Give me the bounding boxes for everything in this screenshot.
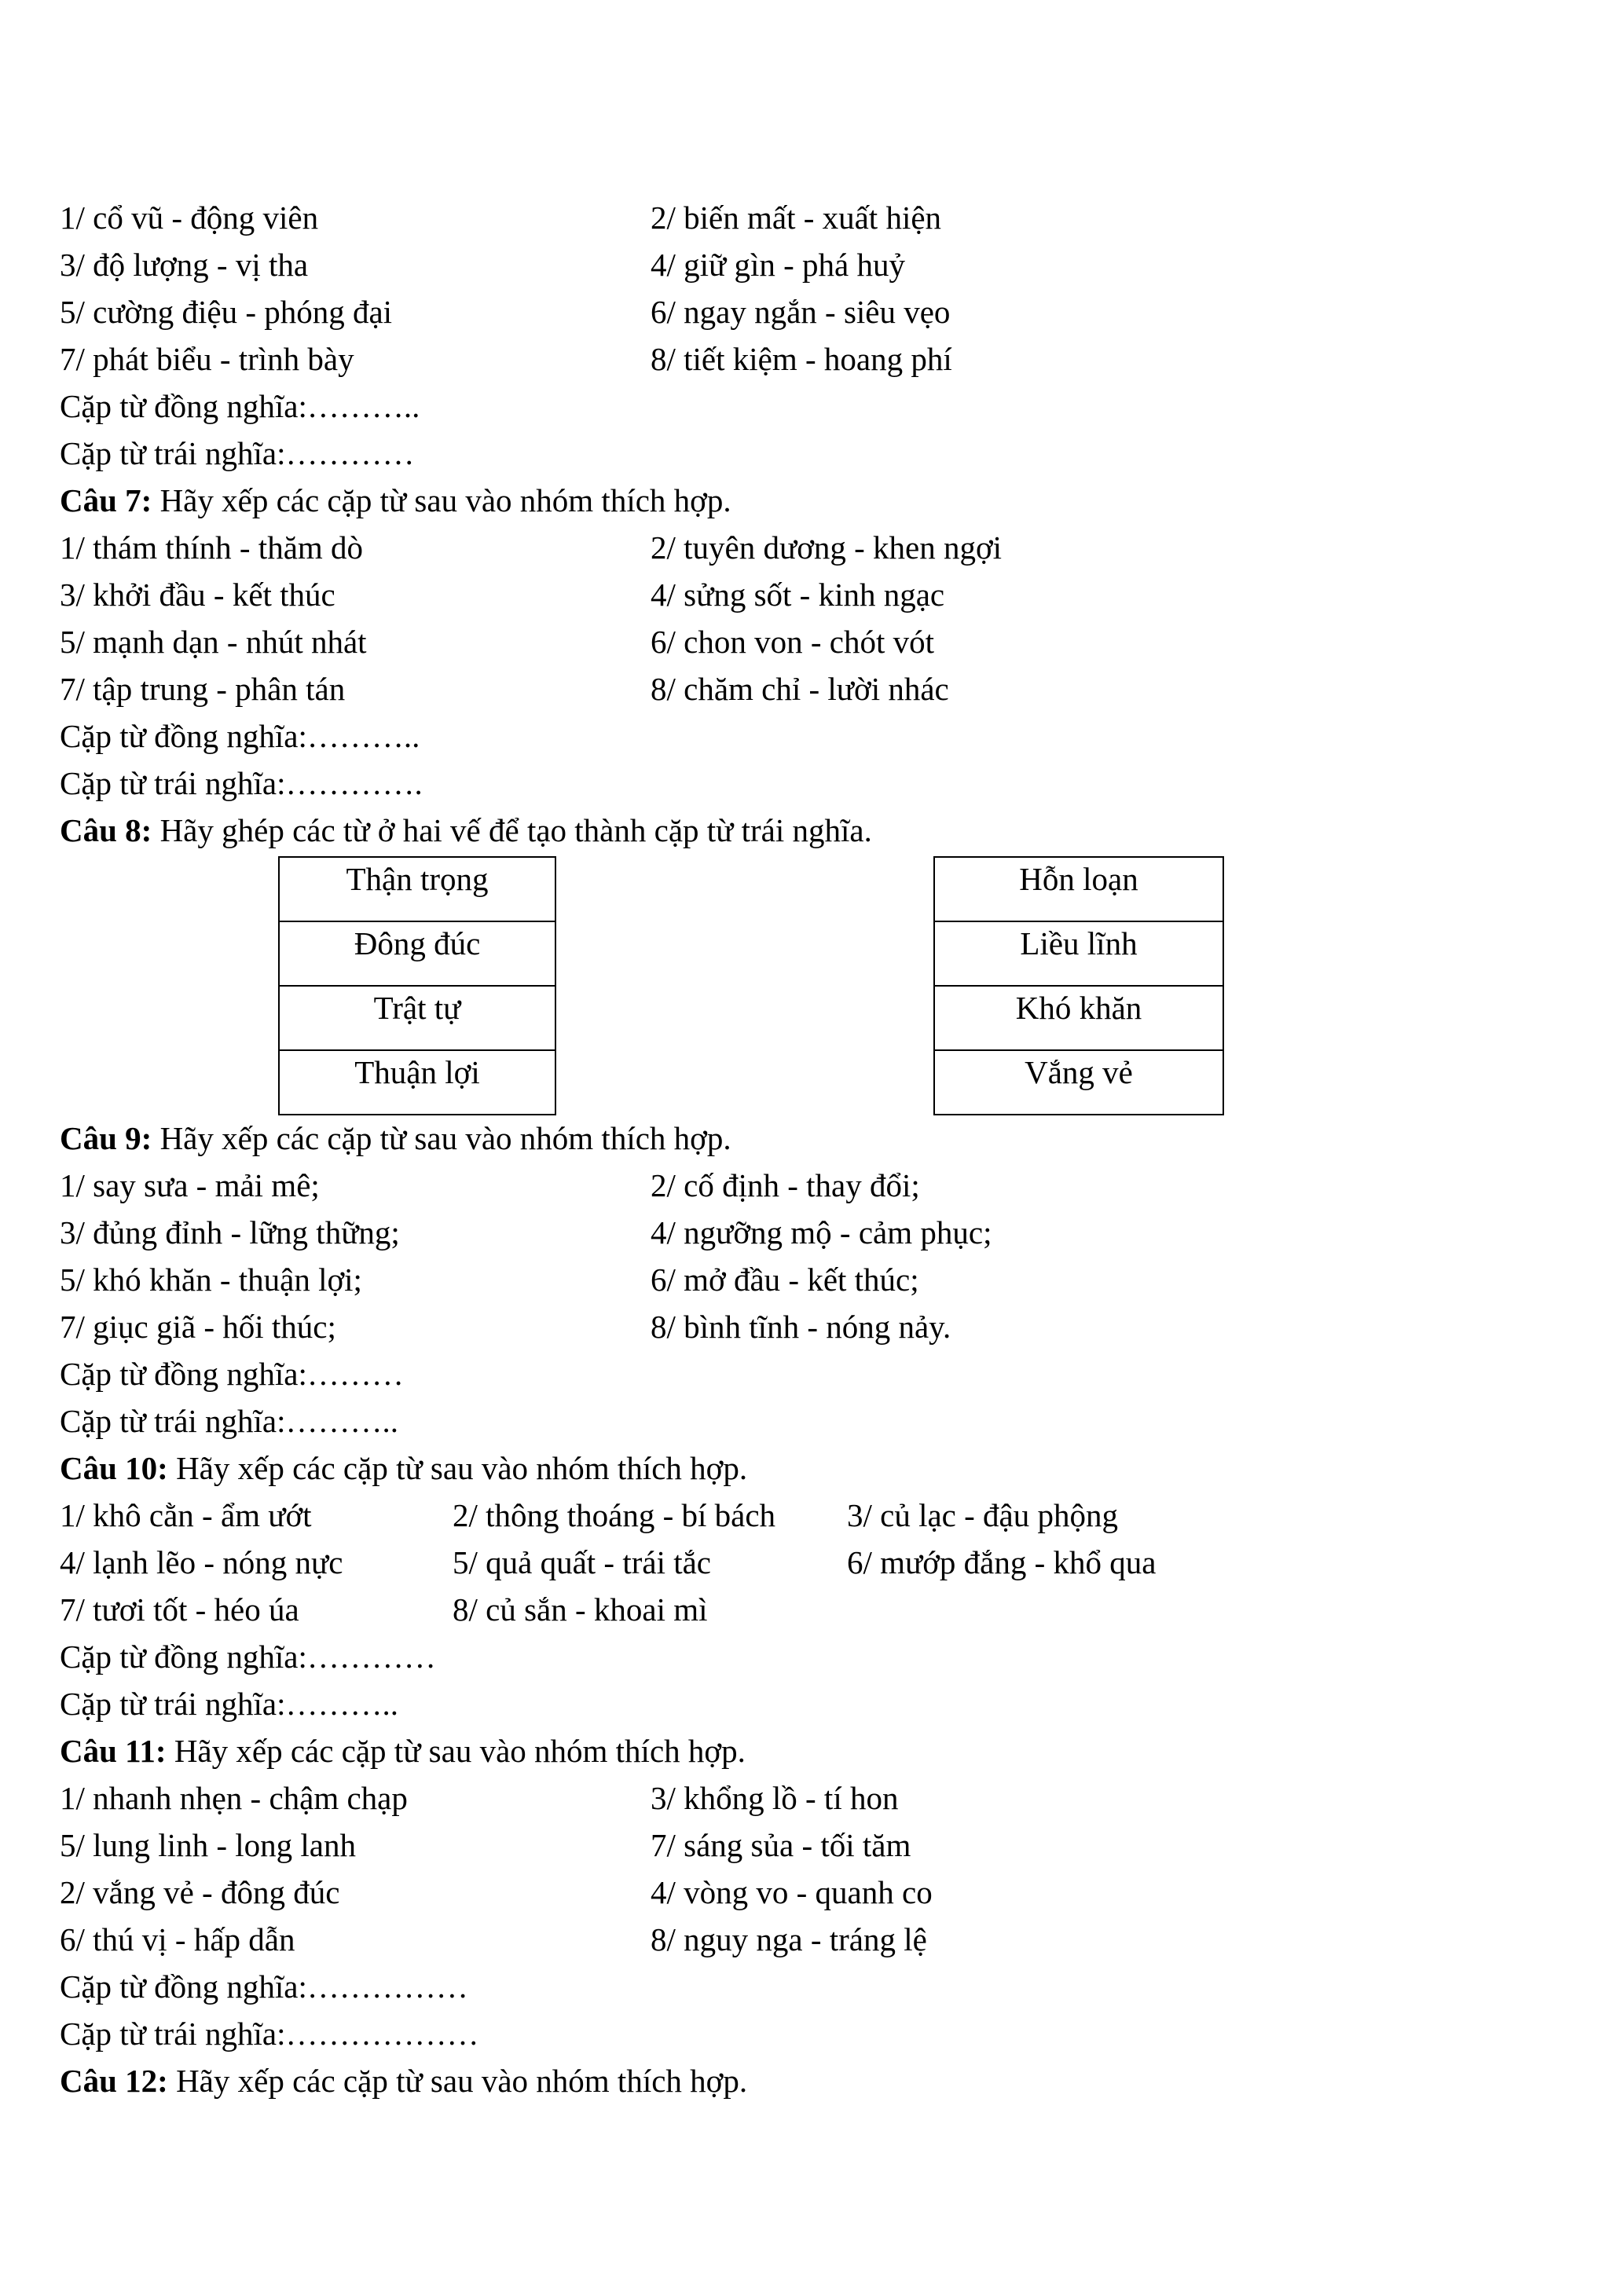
q7-synonym-line: Cặp từ đồng nghĩa:……….. bbox=[60, 718, 420, 754]
q9-item-5: 5/ khó khăn - thuận lợi; bbox=[60, 1262, 362, 1298]
q9-item-1: 1/ say sưa - mải mê; bbox=[60, 1167, 320, 1203]
q10-item-6: 6/ mướp đắng - khổ qua bbox=[847, 1544, 1157, 1580]
q8-left-cell: Đông đúc bbox=[280, 922, 555, 987]
q6-item-6: 6/ ngay ngắn - siêu vẹo bbox=[651, 294, 951, 330]
q11-item-6: 6/ thú vị - hấp dẫn bbox=[60, 1921, 295, 1957]
q8-right-table bbox=[933, 856, 1224, 1115]
q7-item-1: 1/ thám thính - thăm dò bbox=[60, 529, 364, 566]
q9-item-8: 8/ bình tĩnh - nóng nảy. bbox=[651, 1309, 951, 1345]
q12-heading bbox=[60, 2061, 747, 2100]
q9-antonym-line: Cặp từ trái nghĩa:……….. bbox=[60, 1403, 399, 1439]
q8-heading bbox=[60, 811, 872, 850]
q11-item-4: 4/ vòng vo - quanh co bbox=[651, 1874, 933, 1910]
q11-label: Câu 11: bbox=[60, 1733, 167, 1769]
q6-item-5: 5/ cường điệu - phóng đại bbox=[60, 294, 393, 330]
q7-item-2: 2/ tuyên dương - khen ngợi bbox=[651, 529, 1003, 566]
q7-item-7: 7/ tập trung - phân tán bbox=[60, 671, 346, 707]
q10-label: Câu 10: bbox=[60, 1450, 168, 1486]
q10-synonym-line: Cặp từ đồng nghĩa:………… bbox=[60, 1639, 436, 1675]
q8-right-cell: Liều lĩnh bbox=[935, 922, 1223, 987]
q6-item-7: 7/ phát biểu - trình bày bbox=[60, 341, 354, 377]
q10-item-8: 8/ củ sắn - khoai mì bbox=[453, 1591, 708, 1628]
q11-item-1: 1/ nhanh nhẹn - chậm chạp bbox=[60, 1780, 408, 1816]
q7-item-8: 8/ chăm chỉ - lười nhác bbox=[651, 671, 949, 707]
q8-label: Câu 8: bbox=[60, 812, 152, 848]
q11-item-3: 3/ khổng lồ - tí hon bbox=[651, 1780, 899, 1816]
q7-label: Câu 7: bbox=[60, 482, 152, 518]
q7-antonym-line: Cặp từ trái nghĩa:…………. bbox=[60, 765, 423, 801]
q8-right-cell: Vắng vẻ bbox=[1025, 1054, 1133, 1090]
q6-item-1: 1/ cổ vũ - động viên bbox=[60, 200, 319, 236]
q11-heading bbox=[60, 1731, 746, 1771]
q6-item-8: 8/ tiết kiệm - hoang phí bbox=[651, 341, 952, 377]
q12-text: Hãy xếp các cặp từ sau vào nhóm thích hợp. bbox=[167, 2063, 748, 2099]
q11-synonym-line: Cặp từ đồng nghĩa:…………… bbox=[60, 1968, 468, 2005]
q8-left-table bbox=[278, 856, 556, 1115]
q10-item-2: 2/ thông thoáng - bí bách bbox=[453, 1497, 776, 1533]
q8-left-cell: Trật tự bbox=[280, 987, 555, 1051]
q11-item-5: 5/ lung linh - long lanh bbox=[60, 1827, 356, 1863]
q9-item-2: 2/ cố định - thay đổi; bbox=[651, 1167, 920, 1203]
q9-item-3: 3/ đủng đỉnh - lững thững; bbox=[60, 1214, 400, 1251]
q9-item-6: 6/ mở đầu - kết thúc; bbox=[651, 1262, 919, 1298]
q7-item-6: 6/ chon von - chót vót bbox=[651, 624, 934, 660]
q8-right-cell: Khó khăn bbox=[935, 987, 1223, 1051]
q8-text: Hãy ghép các từ ở hai vế để tạo thành cặp từ trái nghĩa. bbox=[152, 812, 872, 848]
q7-text: Hãy xếp các cặp từ sau vào nhóm thích hợp. bbox=[152, 482, 731, 518]
q12-label: Câu 12: bbox=[60, 2063, 168, 2099]
q8-left-cell: Thận trọng bbox=[280, 858, 555, 922]
q6-synonym-line: Cặp từ đồng nghĩa:……….. bbox=[60, 388, 420, 424]
q9-text: Hãy xếp các cặp từ sau vào nhóm thích hợp. bbox=[152, 1120, 731, 1156]
q10-heading bbox=[60, 1448, 747, 1488]
q7-item-4: 4/ sửng sốt - kinh ngạc bbox=[651, 577, 945, 613]
q11-item-2: 2/ vắng vẻ - đông đúc bbox=[60, 1874, 340, 1910]
q10-antonym-line: Cặp từ trái nghĩa:……….. bbox=[60, 1686, 399, 1722]
q11-item-8: 8/ nguy nga - tráng lệ bbox=[651, 1921, 927, 1957]
q7-item-5: 5/ mạnh dạn - nhút nhát bbox=[60, 624, 367, 660]
q7-heading bbox=[60, 481, 731, 520]
q11-antonym-line: Cặp từ trái nghĩa:……………… bbox=[60, 2016, 479, 2052]
q9-item-7: 7/ giục giã - hối thúc; bbox=[60, 1309, 336, 1345]
q10-item-1: 1/ khô cằn - ẩm ướt bbox=[60, 1497, 312, 1533]
q8-left-cell: Thuận lợi bbox=[354, 1054, 480, 1090]
q10-item-7: 7/ tươi tốt - héo úa bbox=[60, 1591, 299, 1628]
q6-item-4: 4/ giữ gìn - phá huỷ bbox=[651, 247, 905, 283]
q10-item-3: 3/ củ lạc - đậu phộng bbox=[847, 1497, 1118, 1533]
q6-item-3: 3/ độ lượng - vị tha bbox=[60, 247, 309, 283]
q9-label: Câu 9: bbox=[60, 1120, 152, 1156]
q9-heading bbox=[60, 1119, 731, 1158]
q6-item-2: 2/ biến mất - xuất hiện bbox=[651, 200, 942, 236]
q10-text: Hãy xếp các cặp từ sau vào nhóm thích hợp. bbox=[167, 1450, 748, 1486]
q6-antonym-line: Cặp từ trái nghĩa:………… bbox=[60, 435, 415, 471]
q10-item-5: 5/ quả quất - trái tắc bbox=[453, 1544, 712, 1580]
q11-item-7: 7/ sáng sủa - tối tăm bbox=[651, 1827, 911, 1863]
q9-synonym-line: Cặp từ đồng nghĩa:……… bbox=[60, 1356, 404, 1392]
q11-text: Hãy xếp các cặp từ sau vào nhóm thích hợp. bbox=[166, 1733, 746, 1769]
q8-right-cell: Hỗn loạn bbox=[935, 858, 1223, 922]
q9-item-4: 4/ ngưỡng mộ - cảm phục; bbox=[651, 1214, 992, 1251]
q7-item-3: 3/ khởi đầu - kết thúc bbox=[60, 577, 335, 613]
q10-item-4: 4/ lạnh lẽo - nóng nực bbox=[60, 1544, 343, 1580]
